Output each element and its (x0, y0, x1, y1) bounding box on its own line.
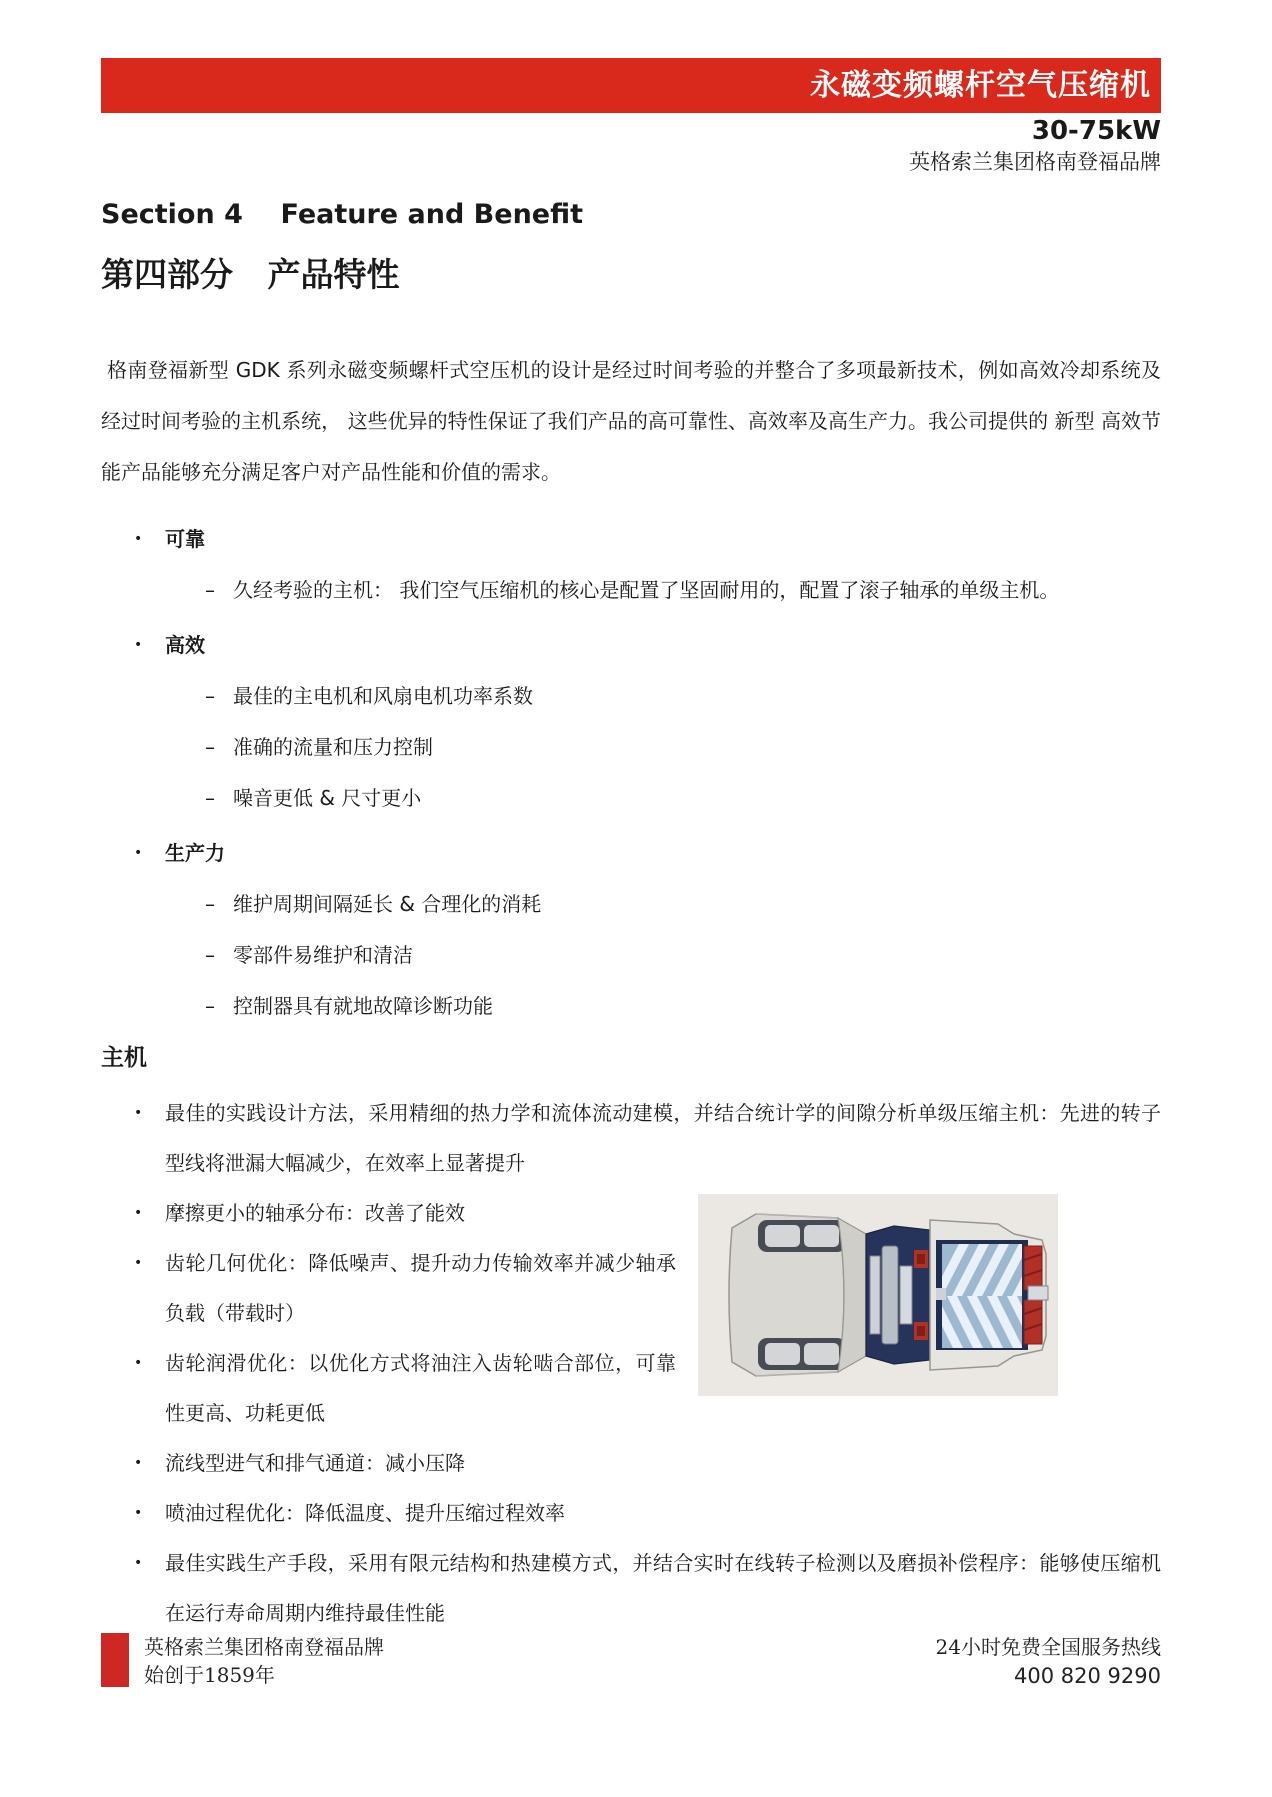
feature-item: – 最佳的主电机和风扇电机功率系数 (101, 671, 1161, 722)
header-brand-line: 英格索兰集团格南登福品牌 (909, 150, 1161, 174)
bullet-dot-icon: • (134, 637, 143, 653)
feature-list (101, 514, 1161, 1032)
dash-bullet-icon: – (205, 578, 215, 602)
dash-bullet-icon: – (205, 892, 215, 916)
airend-bullet: • 齿轮几何优化：降低噪声、提升动力传输效率并减少轴承负载（带载时） (101, 1238, 1161, 1338)
airend-bullet-list (101, 1088, 1161, 1638)
airend-bullet: • 流线型进气和排气通道：减小压降 (101, 1438, 1161, 1488)
hotline-label: 24小时免费全国服务热线 (935, 1635, 1161, 1659)
airend-bullet: • 最佳实践生产手段，采用有限元结构和热建模方式，并结合实时在线转子检测以及磨损补偿程序：能够使压缩机在运行寿命周期内维持最佳性能 (101, 1538, 1161, 1638)
bullet-dot-icon: • (134, 531, 143, 547)
footer-brand-line2: 始创于1859年 (144, 1663, 275, 1687)
bullet-dot-icon: • (134, 1355, 143, 1371)
airend-section-heading: 主机 (101, 1045, 147, 1071)
dash-bullet-icon: – (205, 735, 215, 759)
feature-item: – 准确的流量和压力控制 (101, 722, 1161, 773)
banner-title: 永磁变频螺杆空气压缩机 (810, 68, 1151, 103)
feature-item: – 噪音更低 & 尺寸更小 (101, 773, 1161, 824)
dash-bullet-icon: – (205, 684, 215, 708)
bullet-dot-icon: • (134, 1105, 143, 1121)
feature-group-label: 可靠 (165, 527, 205, 551)
feature-item: – 久经考验的主机： 我们空气压缩机的核心是配置了坚固耐用的，配置了滚子轴承的单级主机。 (101, 565, 1161, 616)
feature-item: – 维护周期间隔延长 & 合理化的消耗 (101, 879, 1161, 930)
airend-bullet: • 喷油过程优化：降低温度、提升压缩过程效率 (101, 1488, 1161, 1538)
power-range-label: 30-75kW (1031, 116, 1161, 146)
intro-paragraph: 格南登福新型 GDK 系列永磁变频螺杆式空压机的设计是经过时间考验的并整合了多项最新技术，例如高效冷却系统及经过时间考验的主机系统， 这些优异的特性保证了我们产品的高可靠性、高效率及高生产力。我公司提供的 新型 高效节能产品能够充分满足客户对产品性能和价值的需求。 (101, 358, 1161, 484)
section-title-zh: 第四部分 产品特性 (101, 255, 400, 294)
footer-brand-line1: 英格索兰集团格南登福品牌 (144, 1635, 384, 1659)
bullet-dot-icon: • (134, 1205, 143, 1221)
page-footer (101, 1633, 1161, 1691)
feature-item: – 零部件易维护和清洁 (101, 930, 1161, 981)
feature-group-efficient (101, 620, 1161, 671)
bullet-dot-icon: • (134, 1255, 143, 1271)
header-banner (101, 58, 1161, 113)
hotline-number: 400 820 9290 (1014, 1664, 1161, 1688)
feature-group-productivity (101, 828, 1161, 879)
bullet-dot-icon: • (134, 1555, 143, 1571)
footer-red-square-icon (101, 1633, 129, 1687)
section-title-en: Section 4 Feature and Benefit (101, 199, 584, 230)
dash-bullet-icon: – (205, 943, 215, 967)
airend-bullet: • 最佳的实践设计方法，采用精细的热力学和流体流动建模，并结合统计学的间隙分析单级压缩主机：先进的转子型线将泄漏大幅减少，在效率上显著提升 (101, 1088, 1161, 1188)
feature-group-label: 生产力 (165, 841, 225, 865)
feature-item: – 控制器具有就地故障诊断功能 (101, 981, 1161, 1032)
bullet-dot-icon: • (134, 1505, 143, 1521)
feature-group-reliable (101, 514, 1161, 565)
bullet-dot-icon: • (134, 845, 143, 861)
airend-bullet: • 齿轮润滑优化：以优化方式将油注入齿轮啮合部位，可靠性更高、功耗更低 (101, 1338, 1161, 1438)
bullet-dot-icon: • (134, 1455, 143, 1471)
feature-group-label: 高效 (165, 633, 205, 657)
dash-bullet-icon: – (205, 786, 215, 810)
dash-bullet-icon: – (205, 994, 215, 1018)
airend-bullet: • 摩擦更小的轴承分布：改善了能效 (101, 1188, 1161, 1238)
